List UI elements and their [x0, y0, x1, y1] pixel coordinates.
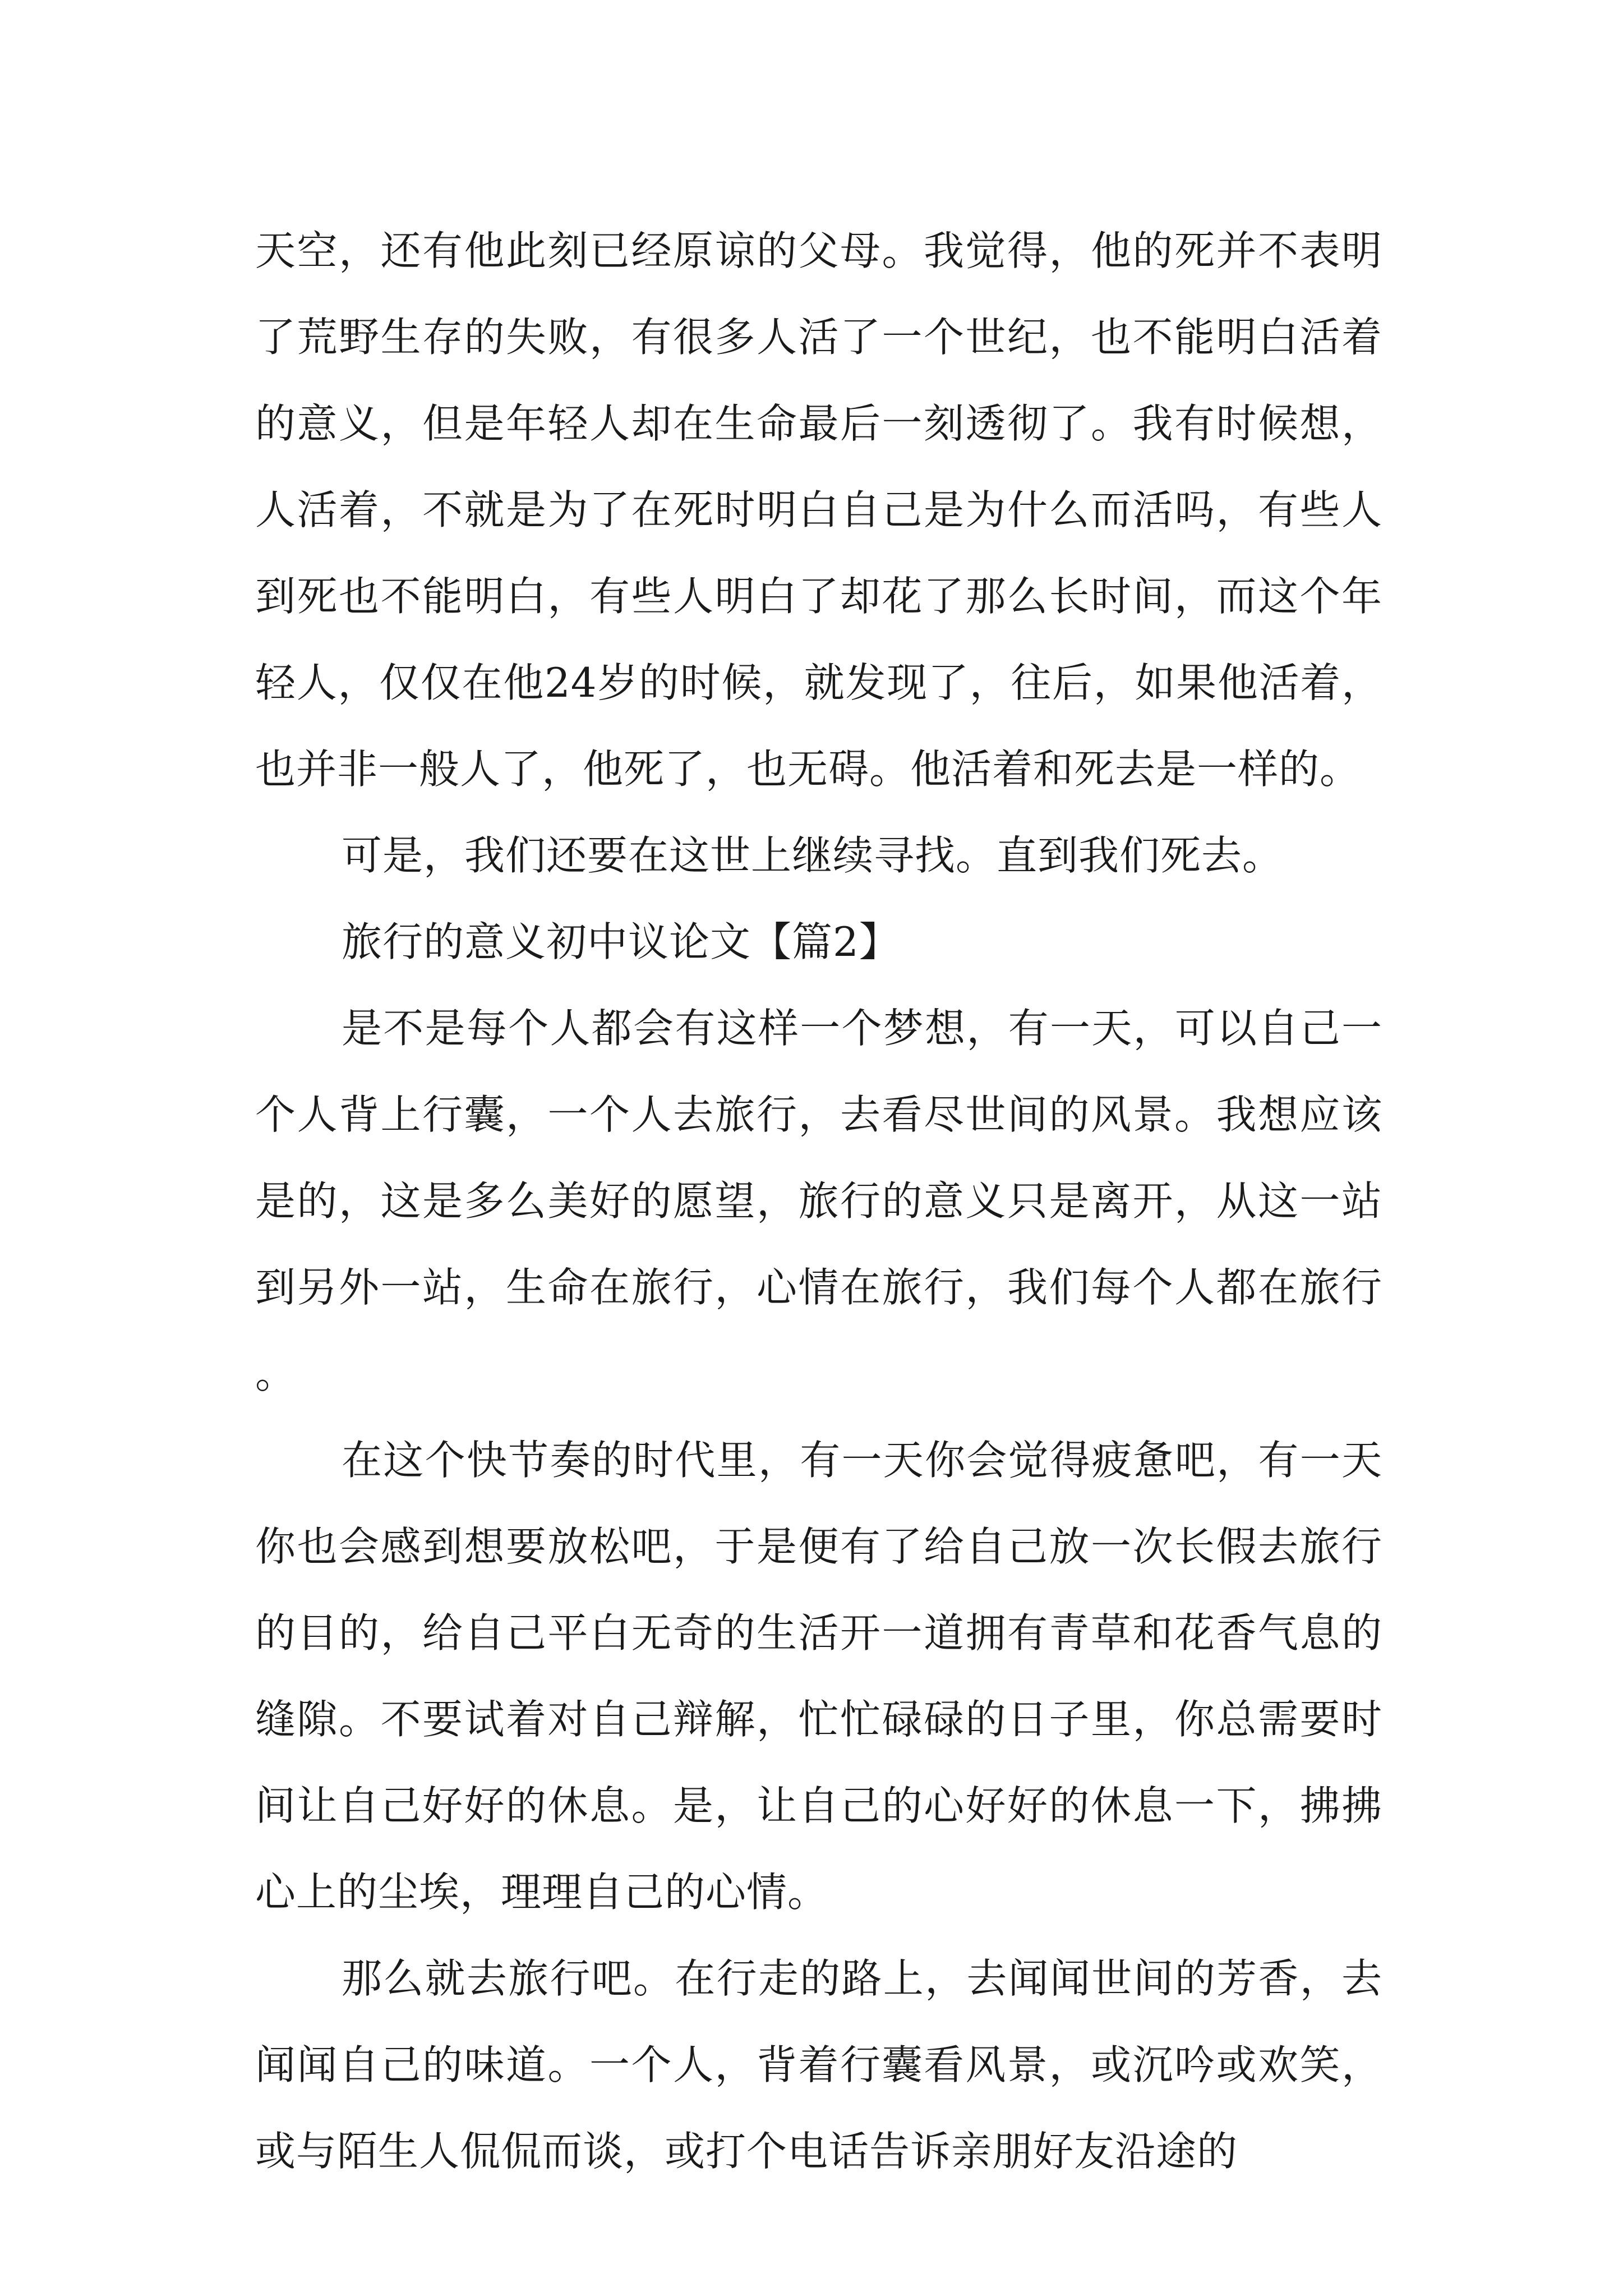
paragraph-section-2: 在这个快节奏的时代里，有一天你会觉得疲惫吧，有一天你也会感到想要放松吧，于是便有了给自己放一次长假去旅行的目的，给自己平白无奇的生活开一道拥有青草和花香气息的缝隙。不要试着对自己辩解，忙忙碌碌的日子里，你总需要时间让自己好好的休息。是，让自己的心好好的休息一下，拂拂心上的尘埃，理理自己的心情。 [255, 1437, 1382, 1916]
document-body [255, 208, 1382, 2194]
paragraph-section-3: 那么就去旅行吧。在行走的路上，去闻闻世间的芳香，去闻闻自己的味道。一个人，背着行囊看风景，或沉吟或欢笑，或与陌生人侃侃而谈，或打个电话告诉亲朋好友沿途的 [255, 1955, 1382, 2175]
paragraph-closing: 可是，我们还要在这世上继续寻找。直到我们死去。 [342, 832, 1284, 879]
section-heading: 旅行的意义初中议论文【篇2】 [342, 918, 900, 965]
paragraph-section-1: 是不是每个人都会有这样一个梦想，有一天，可以自己一个人背上行囊，一个人去旅行，去看尽世间的风景。我想应该是的，这是多么美好的愿望，旅行的意义只是离开，从这一站到另外一站，生命在旅行，心情在旅行，我们每个人都在旅行。 [255, 1005, 1382, 1397]
paragraph-continuation: 天空，还有他此刻已经原谅的父母。我觉得，他的死并不表明了荒野生存的失败，有很多人活了一个世纪，也不能明白活着的意义，但是年轻人却在生命最后一刻透彻了。我有时候想，人活着，不就是为了在死时明白自己是为什么而活吗，有些人到死也不能明白，有些人明白了却花了那么长时间，而这个年轻人，仅仅在他24岁的时候，就发现了，往后，如果他活着，也并非一般人了，他死了，也无碍。他活着和死去是一样的。 [255, 227, 1382, 793]
